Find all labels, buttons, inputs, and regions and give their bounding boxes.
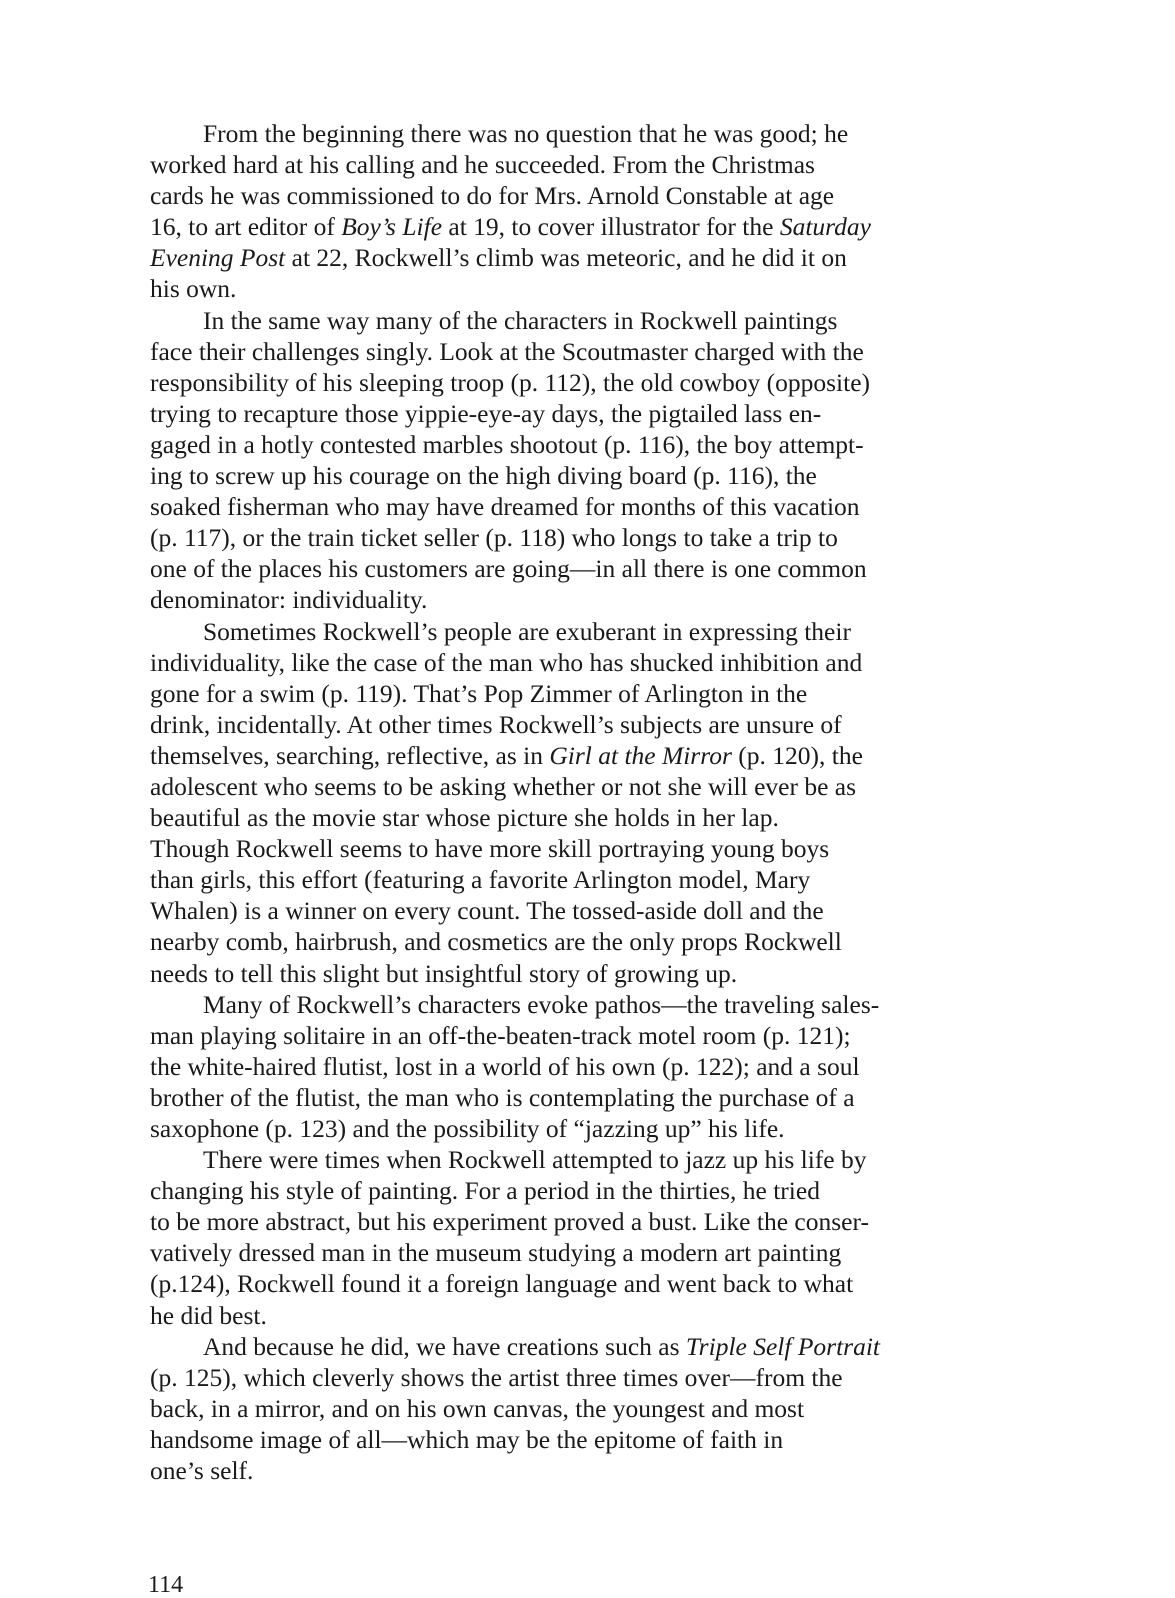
italic-title: Boy’s Life	[341, 212, 443, 242]
text-run: (p.124), Rockwell found it a foreign language and went back to what	[150, 1269, 854, 1299]
page-number: 114	[148, 1572, 184, 1598]
text-run: (p. 125), which cleverly shows the artist three times over—from the	[150, 1362, 843, 1392]
text-line	[150, 1175, 1020, 1206]
text-run: changing his style of painting. For a period in the thirties, he tried	[150, 1176, 820, 1206]
text-line	[150, 273, 1020, 304]
text-run: man playing solitaire in an off-the-beaten-track motel room (p. 121);	[150, 1020, 851, 1050]
text-run: worked hard at his calling and he succeeded. From the Christmas	[150, 150, 815, 180]
text-line	[150, 802, 1020, 833]
text-line	[150, 336, 1020, 367]
text-run: There were times when Rockwell attempted to jazz up his life by	[203, 1145, 867, 1175]
paragraph	[150, 989, 1020, 1144]
text-line	[150, 1268, 1020, 1299]
text-run: cards he was commissioned to do for Mrs. Arnold Constable at age	[150, 181, 835, 211]
text-line	[150, 678, 1020, 709]
text-run: at 22, Rockwell’s climb was meteoric, and he did it on	[285, 243, 847, 273]
text-run: at 19, to cover illustrator for the	[442, 212, 780, 242]
text-line	[150, 895, 1020, 926]
text-run: needs to tell this slight but insightful story of growing up.	[150, 958, 738, 988]
text-line	[150, 1206, 1020, 1237]
text-line	[150, 1393, 1020, 1424]
italic-title: Evening Post	[150, 243, 286, 273]
text-run: brother of the flutist, the man who is contemplating the purchase of a	[150, 1082, 855, 1112]
text-run: (p. 120), the	[731, 740, 863, 770]
text-run: to be more abstract, but his experiment proved a bust. Like the conser-	[150, 1207, 869, 1237]
text-line	[150, 118, 1020, 149]
text-line	[150, 958, 1020, 989]
text-line	[150, 926, 1020, 957]
text-run: trying to recapture those yippie-eye-ay days, the pigtailed lass en-	[150, 398, 822, 428]
text-line	[150, 1455, 1020, 1486]
text-line	[150, 1300, 1020, 1331]
text-run: Sometimes Rockwell’s people are exuberant in expressing their	[203, 616, 851, 646]
text-run: vatively dressed man in the museum studying a modern art painting	[150, 1238, 842, 1268]
text-line	[150, 740, 1020, 771]
text-run: saxophone (p. 123) and the possibility of “jazzing up” his life.	[150, 1114, 785, 1143]
text-run: he did best.	[150, 1300, 267, 1330]
text-line	[150, 833, 1020, 864]
text-run: adolescent who seems to be asking whether or not she will ever be as	[150, 771, 857, 801]
text-line	[150, 211, 1020, 242]
text-run: Many of Rockwell’s characters evoke pathos—the traveling sales-	[203, 989, 880, 1019]
paragraph	[150, 1144, 1020, 1331]
italic-title: Saturday	[779, 212, 871, 242]
text-line	[150, 1113, 1020, 1144]
text-line	[150, 1020, 1020, 1051]
text-run: responsibility of his sleeping troop (p. 112), the old cowboy (opposite)	[150, 367, 871, 397]
text-line	[150, 1082, 1020, 1113]
text-run: soaked fisherman who may have dreamed for months of this vacation	[150, 492, 860, 522]
text-line	[150, 864, 1020, 895]
text-line	[150, 1237, 1020, 1268]
text-run: And because he did, we have creations such as	[203, 1331, 686, 1361]
text-run: one’s self.	[150, 1456, 254, 1486]
text-line	[150, 398, 1020, 429]
text-line	[150, 647, 1020, 678]
text-run: denominator: individuality.	[150, 585, 428, 615]
text-line	[150, 305, 1020, 336]
text-run: face their challenges singly. Look at the Scoutmaster charged with the	[150, 336, 864, 366]
italic-title: Triple Self Portrait	[685, 1331, 881, 1361]
text-line	[150, 771, 1020, 802]
text-line	[150, 491, 1020, 522]
text-run: his own.	[150, 274, 237, 304]
text-run: Whalen) is a winner on every count. The tossed-aside doll and the	[150, 896, 824, 926]
text-run: the white-haired flutist, lost in a world of his own (p. 122); and a soul	[150, 1051, 860, 1081]
text-run: themselves, searching, reflective, as in	[150, 740, 550, 770]
text-run: In the same way many of the characters in Rockwell paintings	[203, 305, 838, 335]
text-line	[150, 242, 1020, 273]
text-run: 16, to art editor of	[150, 212, 342, 242]
text-line	[150, 149, 1020, 180]
text-line	[150, 1051, 1020, 1082]
text-run: individuality, like the case of the man who has shucked inhibition and	[150, 647, 863, 677]
text-line	[150, 1331, 1020, 1362]
text-line	[150, 429, 1020, 460]
body-text	[150, 118, 1020, 1486]
text-line	[150, 522, 1020, 553]
text-run: (p. 117), or the train ticket seller (p. 118) who longs to take a trip to	[150, 523, 838, 553]
text-run: From the beginning there was no question that he was good; he	[203, 119, 849, 148]
text-line	[150, 1424, 1020, 1455]
text-run: Though Rockwell seems to have more skill portraying young boys	[150, 834, 830, 864]
text-run: ing to screw up his courage on the high diving board (p. 116), the	[150, 461, 817, 491]
text-run: gaged in a hotly contested marbles shootout (p. 116), the boy attempt-	[150, 429, 864, 459]
text-run: back, in a mirror, and on his own canvas, the youngest and most	[150, 1393, 805, 1423]
text-line	[150, 553, 1020, 584]
text-run: handsome image of all—which may be the epitome of faith in	[150, 1424, 784, 1454]
text-run: gone for a swim (p. 119). That’s Pop Zimmer of Arlington in the	[150, 678, 808, 708]
paragraph	[150, 616, 1020, 989]
text-line	[150, 989, 1020, 1020]
italic-title: Girl at the Mirror	[549, 740, 732, 770]
text-run: beautiful as the movie star whose picture she holds in her lap.	[150, 803, 779, 833]
text-run: one of the places his customers are going—in all there is one common	[150, 554, 867, 584]
text-line	[150, 460, 1020, 491]
paragraph	[150, 305, 1020, 616]
paragraph	[150, 118, 1020, 305]
text-line	[150, 1362, 1020, 1393]
text-line	[150, 709, 1020, 740]
paragraph	[150, 1331, 1020, 1486]
text-run: drink, incidentally. At other times Rockwell’s subjects are unsure of	[150, 709, 842, 739]
text-line	[150, 584, 1020, 615]
text-line	[150, 367, 1020, 398]
text-line	[150, 180, 1020, 211]
text-run: than girls, this effort (featuring a favorite Arlington model, Mary	[150, 865, 811, 895]
text-line	[150, 616, 1020, 647]
text-line	[150, 1144, 1020, 1175]
text-run: nearby comb, hairbrush, and cosmetics are the only props Rockwell	[150, 927, 842, 957]
